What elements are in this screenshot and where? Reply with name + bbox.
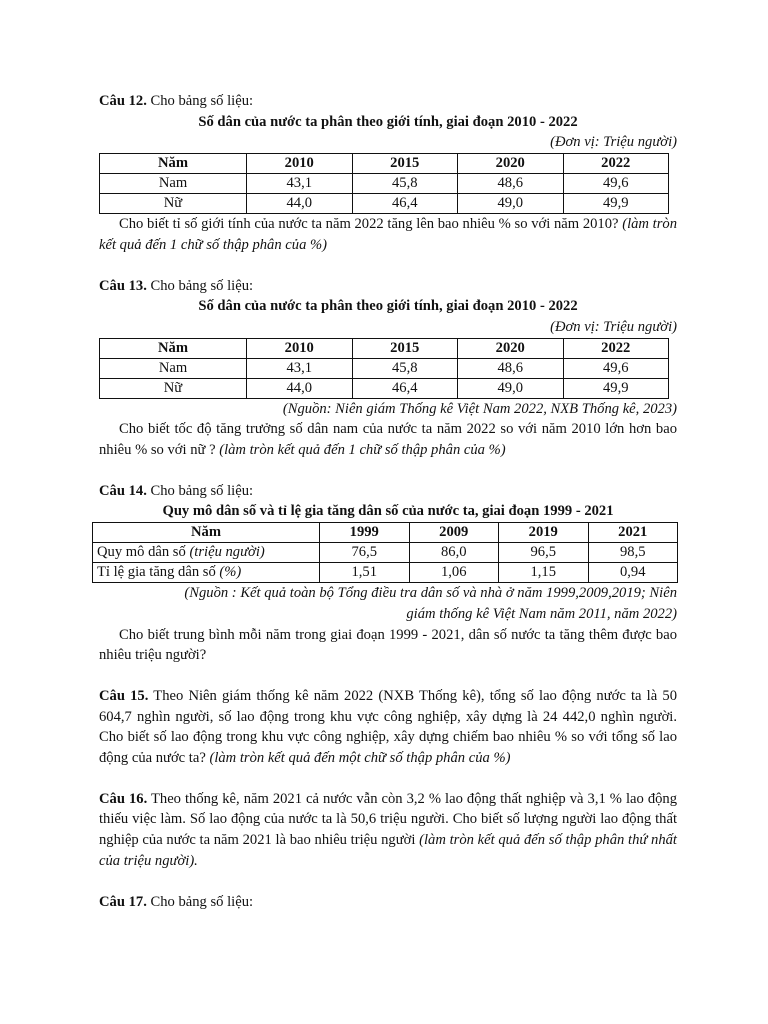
- header-cell: 2021: [588, 523, 678, 543]
- table-cell: 49,0: [458, 194, 564, 214]
- header-cell: 2010: [247, 154, 353, 174]
- header-cell: Năm: [100, 338, 247, 358]
- table-cell: 49,9: [563, 378, 669, 398]
- question-text: [99, 789, 677, 872]
- header-cell: Năm: [93, 523, 320, 543]
- header-cell: 2020: [458, 338, 564, 358]
- question-text: [99, 419, 677, 460]
- table-cell: 98,5: [588, 543, 678, 563]
- question-text: Cho biết trung bình mỗi năm trong giai đoạn 1999 - 2021, dân số nước ta tăng thêm được bao nhiêu triệu người?: [99, 626, 677, 664]
- question-body: Theo Niên giám thống kê năm 2022 (NXB Thống kê), tổng số lao động nước ta là 50 604,7 nghìn người, số lao động trong khu vực công nghiệp, xây dựng là 24 442,0 nghìn người. Cho biết số lao động trong khu vực công nghiệp, xây dựng chiếm bao nhiêu % so với tổng số lao động của nước ta?: [99, 687, 677, 767]
- table-cell: 48,6: [458, 174, 564, 194]
- question-hint: (làm tròn kết quả đến 1 chữ số thập phân của %): [219, 442, 506, 459]
- table-cell: 43,1: [247, 358, 353, 378]
- table-header-row: [100, 154, 669, 174]
- question-intro: Cho bảng số liệu:: [150, 482, 254, 499]
- table-cell: 49,9: [563, 194, 669, 214]
- header-cell: 2020: [458, 154, 564, 174]
- question-label: Câu 16.: [99, 790, 148, 807]
- question-body: Cho biết tốc độ tăng trưởng số dân nam của nước ta năm 2022 so với năm 2010 lớn hơn bao nhiêu % so với nữ ?: [99, 421, 677, 459]
- table-title: Số dân của nước ta phân theo giới tính, giai đoạn 2010 - 2022: [198, 113, 578, 130]
- table-cell: 44,0: [247, 378, 353, 398]
- table-source-continued: giám thống kê Việt Nam năm 2011, năm 2022): [406, 605, 677, 622]
- table-cell: 1,51: [320, 563, 410, 583]
- table-cell: 49,6: [563, 174, 669, 194]
- table-cell: 1,06: [409, 563, 499, 583]
- question-17-heading: [99, 892, 677, 913]
- question-12: [99, 91, 677, 256]
- question-label: Câu 13.: [99, 277, 147, 294]
- table-row: [93, 563, 678, 583]
- table-title: Quy mô dân số và tỉ lệ gia tăng dân số của nước ta, giai đoạn 1999 - 2021: [162, 503, 614, 520]
- table-cell: 96,5: [499, 543, 589, 563]
- header-cell: Năm: [100, 154, 247, 174]
- header-cell: 2010: [247, 338, 353, 358]
- header-cell: 2009: [409, 523, 499, 543]
- table-cell: 45,8: [352, 358, 458, 378]
- row-label: [93, 563, 320, 583]
- table-cell: 49,6: [563, 358, 669, 378]
- table-cell: 86,0: [409, 543, 499, 563]
- table-row: [100, 358, 669, 378]
- question-label: Câu 17.: [99, 893, 147, 910]
- question-13: [99, 276, 677, 461]
- question-text: [99, 214, 677, 255]
- table-cell: 48,6: [458, 358, 564, 378]
- table-row: [100, 194, 669, 214]
- question-12-heading: [99, 91, 677, 112]
- question-16: [99, 789, 677, 872]
- table-cell: 43,1: [247, 174, 353, 194]
- row-label: [93, 543, 320, 563]
- table-cell: Nam: [100, 174, 247, 194]
- table-header-row: [93, 523, 678, 543]
- table-q12: [99, 153, 669, 214]
- table-q13: [99, 338, 669, 399]
- header-cell: 1999: [320, 523, 410, 543]
- table-unit: (Đơn vị: Triệu người): [550, 134, 677, 151]
- table-cell: 1,15: [499, 563, 589, 583]
- question-14: [99, 481, 677, 666]
- question-body: Theo thống kê, năm 2021 cả nước vẫn còn 3,2 % lao động thất nghiệp và 3,1 % lao động thiếu việc làm. Số lao động của nước ta là 50,6 triệu người. Cho biết số lượng người lao động thất nghiệp của nước ta năm 2021 là bao nhiêu triệu người: [99, 790, 678, 849]
- table-cell: 0,94: [588, 563, 678, 583]
- header-cell: 2019: [499, 523, 589, 543]
- question-label: Câu 12.: [99, 93, 147, 109]
- row-label-unit: (triệu người): [189, 544, 265, 561]
- table-cell: Nam: [100, 358, 247, 378]
- table-source: (Nguồn : Kết quả toàn bộ Tổng điều tra dân số và nhà ở năm 1999,2009,2019; Niên: [184, 585, 677, 602]
- table-title: Số dân của nước ta phân theo giới tính, giai đoạn 2010 - 2022: [198, 298, 578, 315]
- header-cell: 2022: [563, 154, 669, 174]
- table-header-row: [100, 338, 669, 358]
- question-label: Câu 15.: [99, 687, 149, 704]
- header-cell: 2015: [352, 338, 458, 358]
- question-14-heading: [99, 481, 677, 502]
- question-hint: (làm tròn kết quả đến 1 chữ số thập phân của %): [99, 216, 678, 253]
- question-intro: Cho bảng số liệu:: [150, 93, 254, 109]
- question-hint: (làm tròn kết quả đến số thập phân thứ nhất của triệu người).: [99, 832, 677, 869]
- table-cell: 46,4: [352, 194, 458, 214]
- row-label-text: Tỉ lệ gia tăng dân số: [97, 564, 216, 581]
- document-page: [99, 91, 677, 912]
- table-cell: 45,8: [352, 174, 458, 194]
- question-body: Cho biết tỉ số giới tính của nước ta năm 2022 tăng lên bao nhiêu % so với năm 2010?: [119, 216, 619, 233]
- header-cell: 2015: [352, 154, 458, 174]
- table-cell: 49,0: [458, 378, 564, 398]
- question-intro: Cho bảng số liệu:: [150, 893, 254, 910]
- table-unit: (Đơn vị: Triệu người): [550, 318, 677, 335]
- question-label: Câu 14.: [99, 482, 147, 499]
- question-text: [99, 686, 677, 769]
- question-17: [99, 892, 677, 913]
- table-cell: Nữ: [100, 194, 247, 214]
- question-15: [99, 686, 677, 769]
- question-hint: (làm tròn kết quả đến một chữ số thập phân của %): [209, 750, 511, 767]
- header-cell: 2022: [563, 338, 669, 358]
- row-label-text: Quy mô dân số: [97, 544, 186, 561]
- table-cell: Nữ: [100, 378, 247, 398]
- table-source: (Nguồn: Niên giám Thống kê Việt Nam 2022, NXB Thống kê, 2023): [282, 400, 677, 417]
- table-row: [93, 543, 678, 563]
- table-cell: 46,4: [352, 378, 458, 398]
- table-cell: 76,5: [320, 543, 410, 563]
- question-intro: Cho bảng số liệu:: [150, 277, 254, 294]
- question-13-heading: [99, 276, 677, 297]
- table-q14: [92, 522, 678, 583]
- row-label-unit: (%): [219, 564, 242, 581]
- table-row: [100, 378, 669, 398]
- table-cell: 44,0: [247, 194, 353, 214]
- table-row: [100, 174, 669, 194]
